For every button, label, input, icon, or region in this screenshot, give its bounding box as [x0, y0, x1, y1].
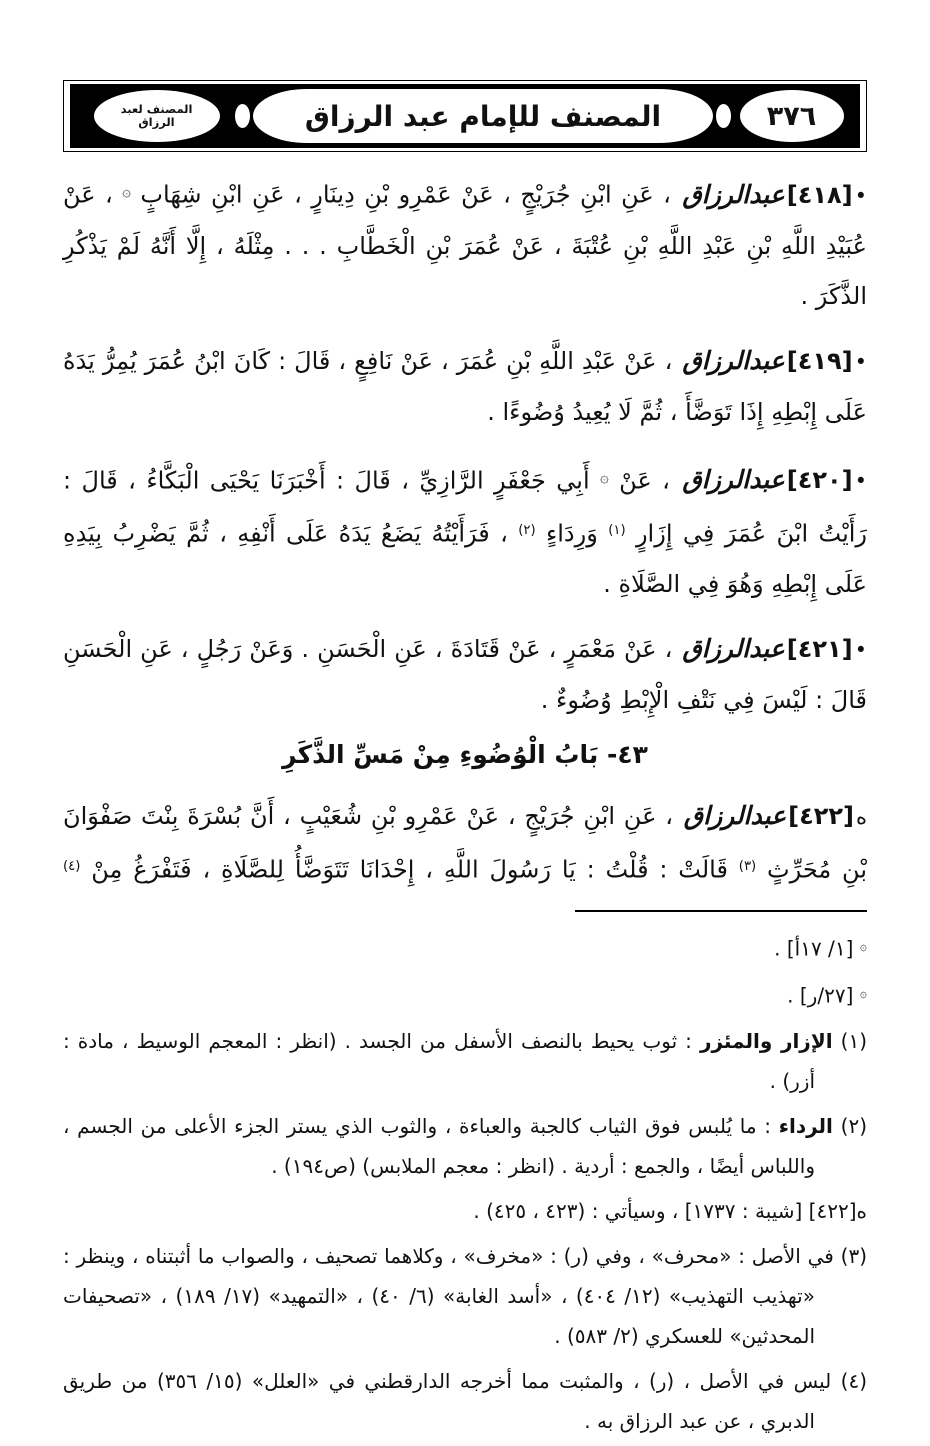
footnote-ref: (٢) [518, 523, 536, 539]
folio-marker-icon: ۞ [600, 467, 609, 486]
publisher-seal-panel [67, 84, 243, 148]
text-run: وَرِدَاءٍ [535, 519, 609, 548]
seal-text: المصنف لعبد الرزاق [120, 101, 193, 129]
footnote-term: الرداء [778, 1114, 833, 1139]
footnote [63, 1361, 867, 1441]
hadith-entry [63, 452, 867, 609]
text-run: (٤) ليس في الأصل ، (ر) ، والمثبت مما أخرجه الدارقطني في «العلل» (١٥/ ٣٥٦) من طريق الدبري ، عن عبد الرزاق به . [63, 1369, 868, 1434]
page-number-badge [740, 90, 844, 142]
footnote-term: الإزار والمئزر [699, 1029, 833, 1054]
footnote [63, 1236, 867, 1356]
text-run: : ثوب يحيط بالنصف الأسفل من الجسد . (انظر : المعجم الوسيط ، مادة : أزر) . [63, 1029, 815, 1094]
text-run: ، عَنْ [608, 466, 681, 495]
footnote [63, 926, 867, 969]
text-run: ، عَنِ ابْنِ جُرَيْجٍ ، عَنْ عَمْرِو بْنِ دِينَارٍ ، عَنِ ابْنِ شِهَابٍ [130, 180, 681, 209]
hadith-entry [63, 336, 867, 437]
text-run: ، فَرَأَيْتُهُ يَضَعُ يَدَهُ عَلَى أَنْفِهِ ، ثُمَّ يَضْرِبُ بِيَدِهِ عَلَى إِبْطِهِ وَهُوَ فِي الصَّلَاةِ . [63, 519, 867, 598]
text-run: قَالَتْ : قُلْتُ : يَا رَسُولَ اللَّهِ ، إِحْدَانَا تَتَوَضَّأُ لِلصَّلَاةِ ، فَتَفْرَغُ مِنْ [80, 854, 739, 883]
narrator-name: عبدالرزاق [682, 465, 785, 495]
hadith-number: [٤٢١] [786, 634, 853, 663]
footnote [63, 1106, 867, 1186]
hadith-number: [٤١٩] [786, 346, 853, 375]
narrator-name: عبدالرزاق [682, 633, 785, 663]
footnote [63, 1021, 867, 1101]
text-run: [١/ ١٧أ] . [774, 936, 860, 961]
entry-bullet-marker: • [854, 469, 867, 494]
title-cartouche [253, 89, 713, 143]
footnote-ref: (١) [608, 523, 626, 539]
hadith-entry [63, 166, 867, 321]
hadith-entries-continued [63, 791, 867, 894]
footnote [63, 1191, 867, 1231]
chapter-heading: ٤٣- بَابُ الْوُضُوءِ مِنْ مَسِّ الذَّكَرِ [282, 739, 648, 769]
hadith-text-area [63, 166, 867, 1446]
folio-marker-icon: ۞ [859, 985, 867, 1001]
text-run: [٢٧/ر] . [787, 984, 860, 1009]
footnote-ref: (٤) [63, 858, 81, 874]
page-number: ٣٧٦ [766, 100, 817, 132]
hadith-entries [63, 166, 867, 725]
hadith-number: [٤١٨] [786, 180, 853, 209]
entry-bullet-marker: • [854, 183, 867, 208]
text-run: ، عَنْ عُبَيْدِ اللَّهِ بْنِ عَبْدِ اللَّهِ بْنِ عُتْبَةَ ، عَنْ عُمَرَ بْنِ الْخَطَّابِ . . . مِثْلَهُ ، إِلَّا أَنَّهُ لَمْ يَذْكُرِ الذَّكَرَ . [63, 180, 867, 310]
publisher-seal [94, 90, 220, 142]
book-title-banner [243, 84, 723, 148]
footnotes-section [63, 926, 867, 1441]
folio-marker-icon: ۞ [122, 182, 131, 200]
text-run: ، عَنْ عَبْدِ اللَّهِ بْنِ عُمَرَ ، عَنْ نَافِعٍ ، قَالَ : كَانَ ابْنُ عُمَرَ يُمِرُّ يَدَهُ عَلَى إِبْطِهِ إِذَا تَوَضَّأَ ، ثُمَّ لَا يُعِيدُ وُضُوءًا . [63, 346, 867, 426]
header-ornament-band [67, 84, 863, 148]
narrator-name: عبدالرزاق [683, 800, 787, 830]
footnote-ref: (٣) [738, 858, 757, 874]
page-number-panel [723, 84, 863, 148]
hadith-entry [63, 791, 867, 894]
text-run: (٣) في الأصل : «محرف» ، وفي (ر) : «مخرف» ، وكلاهما تصحيف ، والصواب ما أثبتناه ، وينظر : «تهذيب التهذيب» (١٢/ ٤٠٤) ، «أسد الغابة» (٦/ ٤٠) ، «التمهيد» (١٧/ ١٨٩) ، «تصحيفات المحدثين» للعسكري (٢/ ٥٨٣) . [63, 1244, 867, 1349]
folio-marker-icon: ۞ [859, 937, 867, 953]
text-run: ، عَنْ مَعْمَرٍ ، عَنْ قَتَادَةَ ، عَنِ الْحَسَنِ . وَعَنْ رَجُلٍ ، عَنِ الْحَسَنِ قَالَ : لَيْسَ فِي نَتْفِ الْإِبْطِ وُضُوءٌ . [63, 634, 867, 714]
text-run: : ما يُلبس فوق الثياب كالجبة والعباءة ، والثوب الذي يستر الجزء الأعلى من الجسم ، واللباس أيضًا ، والجمع : أردية . (انظر : معجم الملابس) (ص١٩٤) . [63, 1114, 815, 1179]
text-run: (١) [832, 1029, 867, 1054]
narrator-name: عبدالرزاق [682, 345, 785, 375]
hadith-entry [63, 624, 867, 725]
entry-bullet-marker: • [854, 349, 867, 374]
text-run: ، عَنِ ابْنِ جُرَيْجٍ ، عَنْ عَمْرِو بْنِ شُعَيْبٍ ، أَنَّ بُسْرَةَ بِنْتَ صَفْوَانَ بْنِ مُحَرِّثٍ [63, 801, 867, 883]
book-title: المصنف للإمام عبد الرزاق [304, 99, 662, 133]
text-run: أَبِي جَعْفَرٍ الرَّازِيِّ ، قَالَ : أَخْبَرَنَا يَحْيَى الْبَكَّاءُ ، قَالَ : رَأَيْتُ ابْنَ عُمَرَ فِي إِزَارٍ [63, 466, 868, 548]
hadith-number: [٤٢٢] [788, 801, 854, 830]
footnote-separator-line [575, 910, 867, 912]
narrator-name: عبدالرزاق [682, 179, 785, 209]
text-run: ه[٤٢٢] [شيبة : ١٧٣٧] ، وسيأتي : (٤٢٣ ، ٤٢٥) . [473, 1199, 867, 1224]
entry-bullet-marker: • [854, 637, 867, 662]
page-header [63, 80, 867, 152]
entry-bullet-marker: ه [855, 804, 867, 829]
footnote [63, 973, 867, 1016]
hadith-number: [٤٢٠] [786, 466, 853, 495]
text-run: (٢) [832, 1114, 867, 1139]
